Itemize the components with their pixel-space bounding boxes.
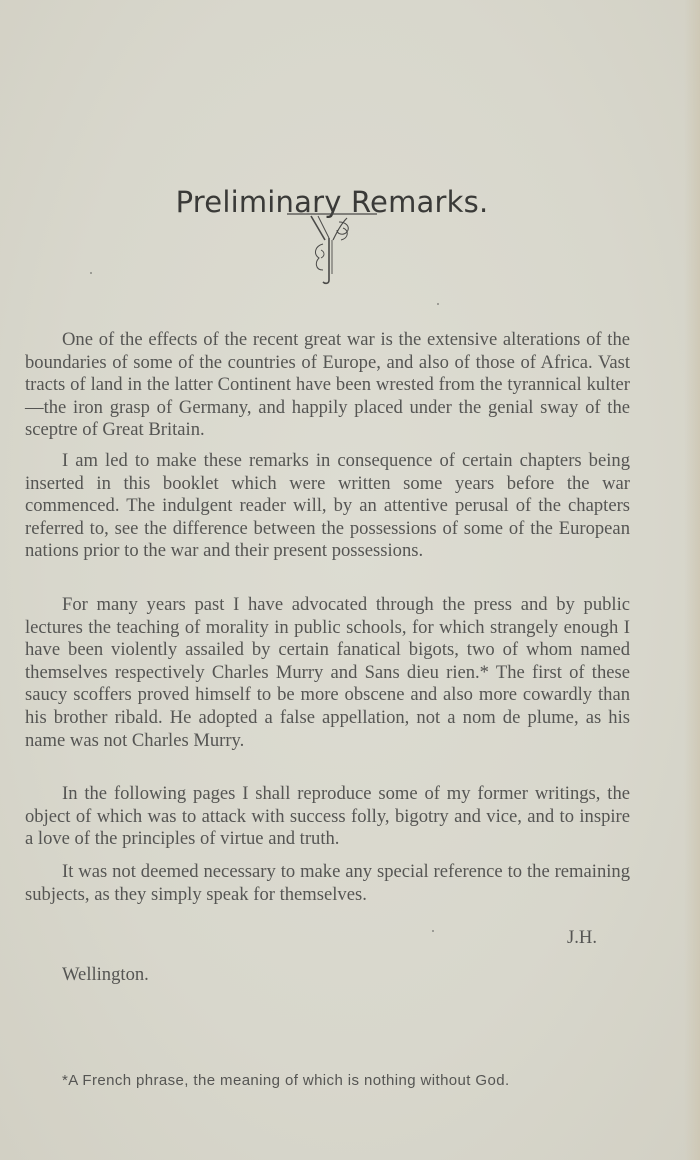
paragraph-2: I am led to make these remarks in consequence of certain chapters being inserted in this booklet which were written some years before the war commenced. The indulgent reader will, by an attentive perusal of the chapters referred to, see the difference between the possessions of some of the European nations prior to the war and their present possessions. bbox=[25, 450, 630, 562]
page-edge-shading bbox=[684, 0, 700, 1160]
paper-speck bbox=[90, 272, 92, 274]
author-signature: J.H. bbox=[567, 927, 597, 948]
paragraph-5: It was not deemed necessary to make any special reference to the remaining subjects, as they simply speak for themselves. bbox=[25, 861, 630, 905]
paragraph-3: For many years past I have advocated through the press and by public lectures the teaching of morality in public schools, for which strangely enough I have been violently assailed by certain fanatical bigots, two of whom named themselves respectively Charles Murry and Sans dieu rien.* The first of these saucy scoffers proved himself to be more obscene and also more cowardly than his brother ribald. He adopted a false appellation, not a nom de plume, as his name was not Charles Murry. bbox=[25, 594, 630, 751]
paragraph-4: In the following pages I shall reproduce some of my former writings, the object of which was to attack with success folly, bigotry and vice, and to inspire a love of the principles of virtue and truth. bbox=[25, 783, 630, 850]
decorative-initial-flourish-icon bbox=[285, 210, 379, 286]
paper-speck bbox=[437, 303, 439, 305]
place-line: Wellington. bbox=[62, 964, 149, 985]
footnote: *A French phrase, the meaning of which is nothing without God. bbox=[62, 1072, 510, 1089]
page-title: Preliminary Remarks. bbox=[175, 185, 489, 220]
paragraph-1: One of the effects of the recent great war is the extensive alterations of the boundaries of some of the countries of Europe, and also of those of Africa. Vast tracts of land in the latter Continent have been wrested from the tyrannical kulter—the iron grasp of Germany, and happily placed under the genial sway of the sceptre of Great Britain. bbox=[25, 329, 630, 441]
paper-speck bbox=[432, 930, 434, 932]
